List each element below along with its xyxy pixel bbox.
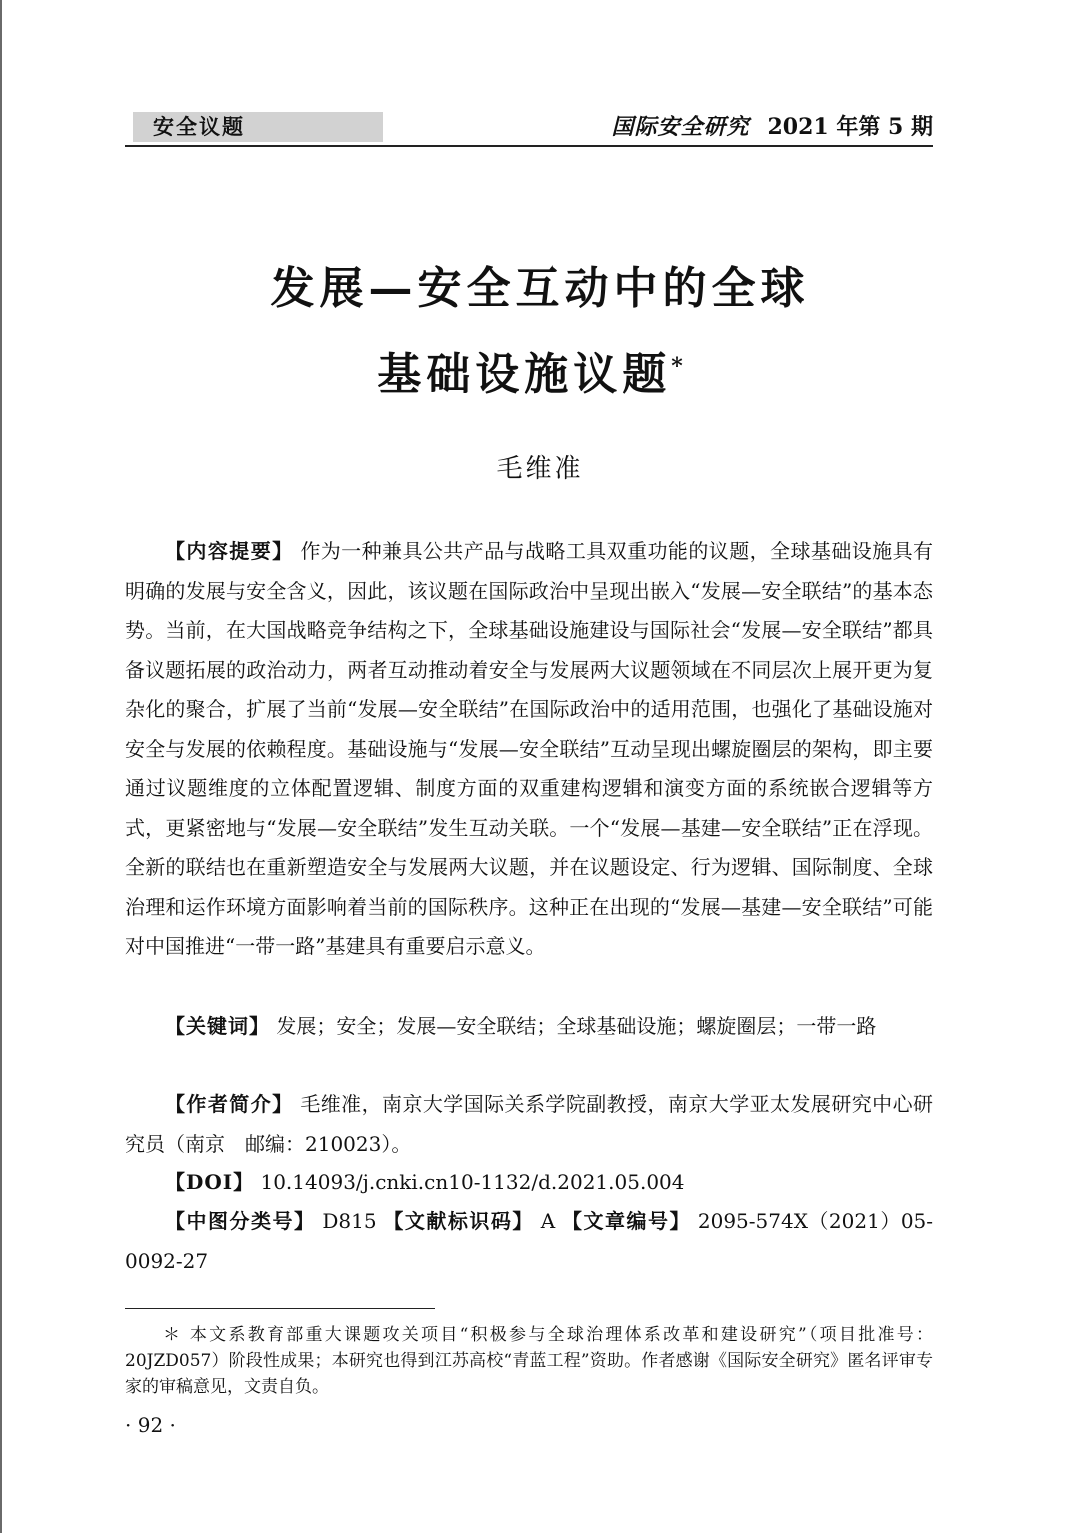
clc-value: D815 [322, 1209, 377, 1233]
article-no-label: 【文章编号】 [562, 1209, 692, 1233]
issue-number: 2021 年第 5 期 [767, 114, 933, 140]
doc-code-label: 【文献标识码】 [383, 1209, 534, 1233]
footnote: ＊ 本文系教育部重大课题攻关项目“积极参与全球治理体系改革和建设研究”（项目批准号：20JZD057）阶段性成果；本研究也得到江苏高校“青蓝工程”资助。作者感谢《国际安全研究》匿名评审专家的审稿意见，文责自负。 [125, 1325, 933, 1397]
title-text-2: 基础设施议题 [377, 349, 672, 400]
author-bio [125, 1085, 933, 1164]
abstract [125, 532, 933, 967]
page-edge-line [0, 0, 2, 1533]
journal-name: 国际安全研究 [611, 114, 750, 140]
title-footnote-mark: * [671, 353, 683, 380]
author-name: 毛维准 [496, 454, 584, 484]
header-rule [125, 145, 933, 147]
doi-label: 【DOI】 [165, 1170, 255, 1194]
running-header [125, 106, 933, 146]
journal-info [611, 112, 933, 142]
page-number: · 92 · [125, 1413, 176, 1437]
keywords-label: 【关键词】 [165, 1014, 270, 1038]
abstract-label: 【内容提要】 [165, 539, 294, 563]
keywords [125, 1007, 933, 1047]
keywords-text: 发展；安全；发展—安全联结；全球基础设施；螺旋圈层；一带一路 [276, 1014, 877, 1038]
title-text-1: 发展—安全互动中的全球 [270, 263, 810, 314]
doi-value: 10.14093/j.cnki.cn10-1132/d.2021.05.004 [260, 1170, 685, 1194]
article-no-value: 2095-574X（2021）05-0092-27 [125, 1209, 934, 1273]
classification-info [125, 1202, 933, 1281]
abstract-text: 作为一种兼具公共产品与战略工具双重功能的议题，全球基础设施具有明确的发展与安全含义，因此，该议题在国际政治中呈现出嵌入“发展—安全联结”的基本态势。当前，在大国战略竞争结构之下，全球基础设施建设与国际社会“发展—安全联结”都具备议题拓展的政治动力，两者互动推动着安全与发展两大议题领域在不同层次上展开更为复杂化的聚合，扩展了当前“发展—安全联结”在国际政治中的适用范围，也强化了基础设施对安全与发展的依赖程度。基础设施与“发展—安全联结”互动呈现出螺旋圈层的架构，即主要通过议题维度的立体配置逻辑、制度方面的双重建构逻辑和演变方面的系统嵌合逻辑等方式，更紧密地与“发展—安全联结”发生互动关联。一个“发展—基建—安全联结”正在浮现。全新的联结也在重新塑造安全与发展两大议题，并在议题设定、行为逻辑、国际制度、全球治理和运作环境方面影响着当前的国际秩序。这种正在出现的“发展—基建—安全联结”可能对中国推进“一带一路”基建具有重要启示意义。 [125, 539, 934, 958]
article-title-line2 [0, 338, 1070, 402]
doc-code-value: A [540, 1209, 556, 1233]
article-title-line1 [0, 252, 1080, 316]
author-bio-label: 【作者简介】 [165, 1092, 294, 1116]
footnote-rule [125, 1308, 435, 1309]
section-tag: 安全议题 [133, 112, 383, 142]
clc-label: 【中图分类号】 [165, 1209, 316, 1233]
author-bio-text: 毛维准，南京大学国际关系学院副教授，南京大学亚太发展研究中心研究员（南京 邮编：210023）。 [125, 1092, 934, 1156]
doi [125, 1163, 933, 1203]
